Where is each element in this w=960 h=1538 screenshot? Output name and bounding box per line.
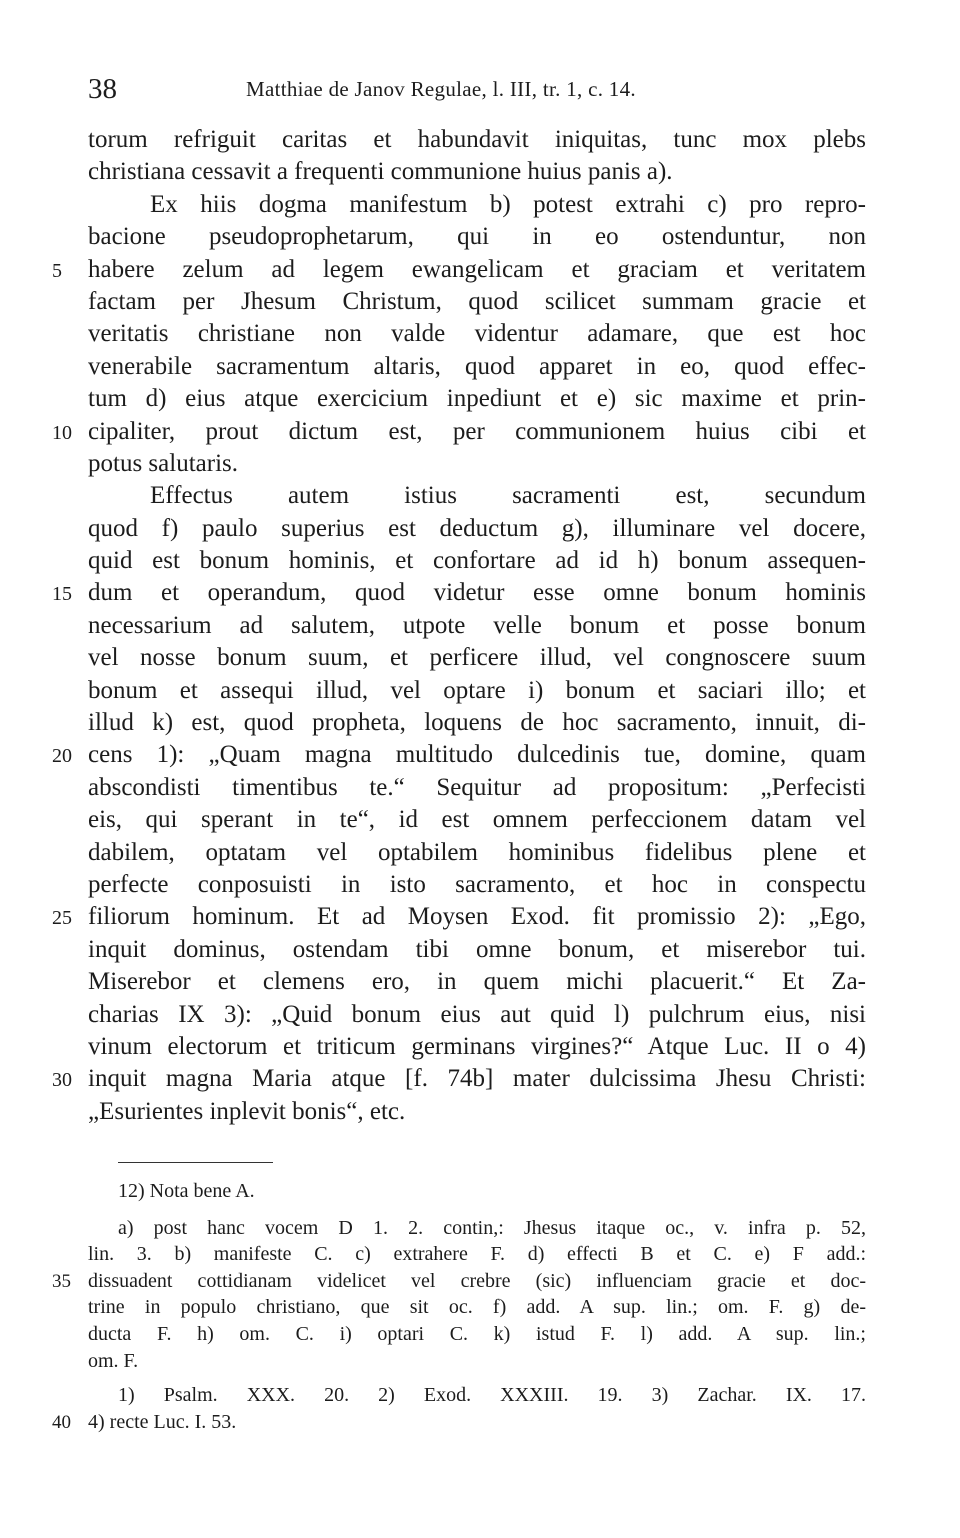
text-line xyxy=(0,448,960,480)
line-text: habere zelum ad legem ewangelicam et graciam et veritatem xyxy=(88,255,866,283)
line-text: factam per Jhesum Christum, quod scilicet summam gracie et xyxy=(88,287,866,315)
line-text: Miserebor et clemens ero, in quem michi placuerit.“ Et Za- xyxy=(88,968,866,996)
line-text: vel nosse bonum suum, et perficere illud, vel congnoscere suum xyxy=(88,644,866,672)
footnote-line xyxy=(0,1294,960,1321)
line-text: necessarium ad salutem, utpote velle bonum et posse bonum xyxy=(88,611,866,639)
line-text: christiana cessavit a frequenti communione huius panis a). xyxy=(88,158,673,186)
footnote-line xyxy=(0,1215,960,1242)
text-line xyxy=(0,901,960,933)
text-line xyxy=(0,156,960,188)
line-text: veritatis christiane non valde videntur adamare, que est hoc xyxy=(88,320,866,348)
text-line xyxy=(0,124,960,156)
text-line xyxy=(0,480,960,512)
line-text: bacione pseudoprophetarum, qui in eo ostenduntur, non xyxy=(88,223,866,251)
text-line xyxy=(0,1096,960,1128)
line-number: 40 xyxy=(52,1411,71,1433)
footnote-line xyxy=(0,1178,960,1205)
line-number: 25 xyxy=(52,907,72,930)
line-text: vinum electorum et triticum germinans virgines?“ Atque Luc. II o 4) xyxy=(88,1032,866,1060)
text-line xyxy=(0,675,960,707)
text-line xyxy=(0,1063,960,1095)
footnote-line xyxy=(0,1348,960,1375)
text-line xyxy=(0,513,960,545)
text-line xyxy=(0,999,960,1031)
footnote-text: 12) Nota bene A. xyxy=(118,1180,255,1202)
line-text: quid est bonum hominis, et confortare ad id h) bonum assequen- xyxy=(88,547,866,575)
text-line xyxy=(0,707,960,739)
text-line xyxy=(0,577,960,609)
line-text: Effectus autem istius sacramenti est, secundum xyxy=(150,482,866,510)
line-text: cens 1): „Quam magna multitudo dulcedinis tue, domine, quam xyxy=(88,741,866,769)
footnote-line xyxy=(0,1321,960,1348)
footnote-text: dissuadent cottidianam videlicet vel crebre (sic) influenciam gracie et doc- xyxy=(88,1269,866,1292)
footnote-text: a) post hanc vocem D 1. 2. contin,: Jhesus itaque oc., v. infra p. 52, xyxy=(118,1216,866,1239)
text-line xyxy=(0,545,960,577)
line-text: bonum et assequi illud, vel optare i) bonum et saciari illo; et xyxy=(88,676,866,704)
line-text: venerabile sacramentum altaris, quod apparet in eo, quod effec- xyxy=(88,352,866,380)
line-number: 35 xyxy=(52,1270,71,1292)
footnote-line xyxy=(0,1382,960,1409)
text-line xyxy=(0,739,960,771)
line-text: cipaliter, prout dictum est, per communionem huius cibi et xyxy=(88,417,866,445)
line-text: „Esurientes inplevit bonis“, etc. xyxy=(88,1097,406,1125)
line-text: quod f) paulo superius est deductum g), illuminare vel docere, xyxy=(88,514,866,542)
line-text: abscondisti timentibus te.“ Sequitur ad propositum: „Perfecisti xyxy=(88,773,866,801)
text-line xyxy=(0,934,960,966)
text-line xyxy=(0,383,960,415)
line-text: dabilem, optatam vel optabilem hominibus fidelibus plene et xyxy=(88,838,866,866)
page-number: 38 xyxy=(88,73,117,105)
footnote-text: lin. 3. b) manifeste C. c) extrahere F. d) effecti B et C. e) F add.: xyxy=(88,1243,866,1266)
line-text: potus salutaris. xyxy=(88,449,238,477)
line-number: 20 xyxy=(52,745,72,768)
text-line xyxy=(0,286,960,318)
text-line xyxy=(0,610,960,642)
line-text: filiorum hominum. Et ad Moysen Exod. fit promissio 2): „Ego, xyxy=(88,903,866,931)
text-line xyxy=(0,221,960,253)
running-head: Matthiae de Janov Regulae, l. III, tr. 1, c. 14. xyxy=(246,77,636,101)
footnote-line xyxy=(0,1409,960,1436)
text-line xyxy=(0,837,960,869)
line-text: inquit dominus, ostendam tibi omne bonum, et miserebor tui. xyxy=(88,935,866,963)
line-text: illud k) est, quod propheta, loquens de hoc sacramento, innuit, di- xyxy=(88,709,866,737)
footnotes xyxy=(0,1178,960,1435)
line-text: eis, qui sperant in te“, id est omnem perfeccionem datam vel xyxy=(88,806,866,834)
text-line xyxy=(0,642,960,674)
footnote-text: 4) recte Luc. I. 53. xyxy=(88,1410,237,1433)
line-text: torum refriguit caritas et habundavit iniquitas, tunc mox plebs xyxy=(88,126,866,153)
text-line xyxy=(0,189,960,221)
footnote-line xyxy=(0,1241,960,1268)
text-line xyxy=(0,772,960,804)
line-text: dum et operandum, quod videtur esse omne bonum hominis xyxy=(88,579,866,607)
text-line xyxy=(0,254,960,286)
line-number: 15 xyxy=(52,583,72,606)
text-line xyxy=(0,416,960,448)
footnote-text: 1) Psalm. XXX. 20. 2) Exod. XXXIII. 19. 3) Zachar. IX. 17. xyxy=(118,1384,866,1407)
text-line xyxy=(0,318,960,350)
line-text: charias IX 3): „Quid bonum eius aut quid l) pulchrum eius, nisi xyxy=(88,1000,866,1028)
line-text: Ex hiis dogma manifestum b) potest extrahi c) pro repro- xyxy=(150,190,866,218)
text-line xyxy=(0,1031,960,1063)
footnote-text: om. F. xyxy=(88,1349,139,1372)
page-header xyxy=(88,73,868,113)
line-number: 30 xyxy=(52,1069,72,1092)
line-text: tum d) eius atque exercicium inpediunt et e) sic maxime et prin- xyxy=(88,385,866,413)
main-text xyxy=(0,124,960,1128)
line-text: inquit magna Maria atque [f. 74b] mater dulcissima Jhesu Christi: xyxy=(88,1065,866,1093)
footnote-line xyxy=(0,1268,960,1295)
text-line xyxy=(0,966,960,998)
text-line xyxy=(0,804,960,836)
line-text: perfecte conposuisti in isto sacramento, et hoc in conspectu xyxy=(88,870,866,898)
text-line xyxy=(0,351,960,383)
footnote-text: ducta F. h) om. C. i) optari C. k) istud F. l) add. A sup. lin.; xyxy=(88,1322,866,1345)
line-number: 5 xyxy=(52,259,62,282)
text-line xyxy=(0,869,960,901)
footnote-text: trine in populo christiano, que sit oc. f) add. A sup. lin.; om. F. g) de- xyxy=(88,1296,866,1319)
footnote-separator xyxy=(118,1162,273,1163)
line-number: 10 xyxy=(52,421,72,444)
